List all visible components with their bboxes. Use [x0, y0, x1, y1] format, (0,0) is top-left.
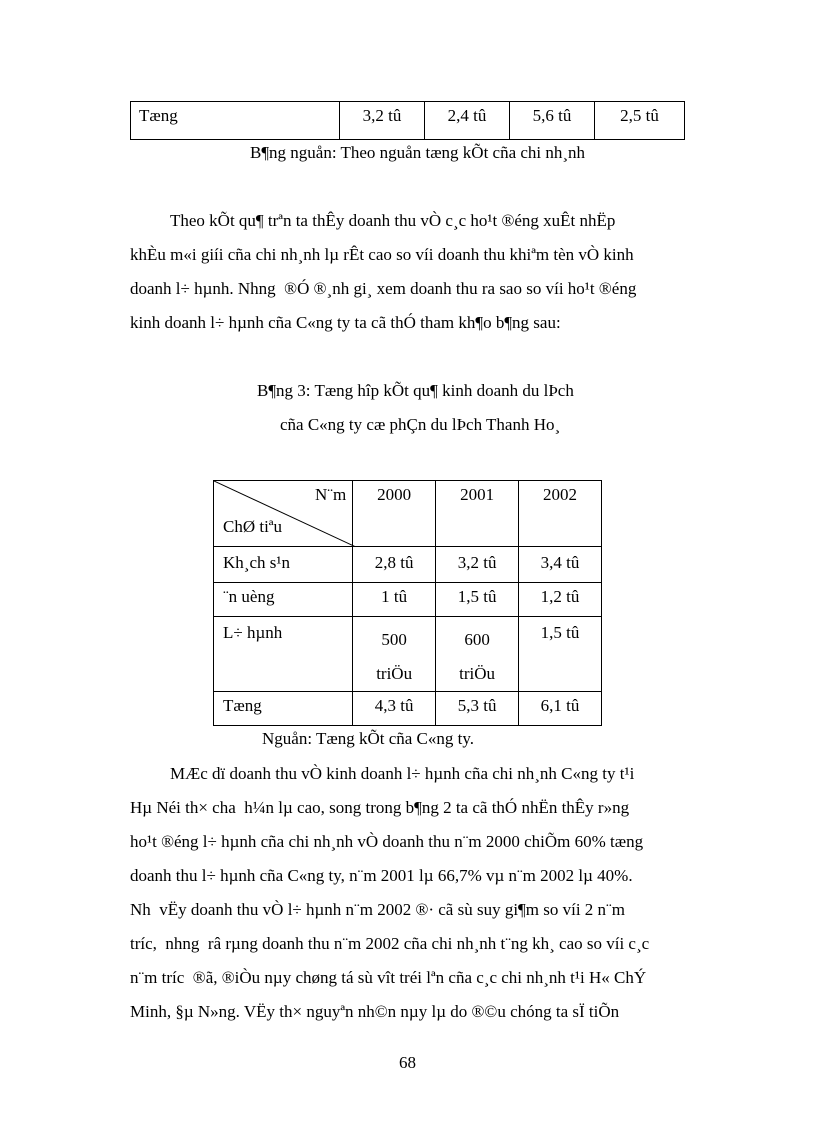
table-row — [214, 547, 602, 583]
table-cell: 600 triÖu — [436, 617, 519, 692]
paragraph-line: doanh thu l÷ hµnh cña C«ng ty, n¨m 2001 lµ 66,7% vµ n¨m 2002 lµ 40%. — [130, 866, 633, 885]
paragraph-line: Minh, §µ N»ng. VËy th× nguyªn nh©n nµy lµ do ®©u chóng ta sÏ tiÕn — [130, 1002, 620, 1021]
table-title: B¶ng 3: Tæng hîp kÕt qu¶ kinh doanh du lÞch — [257, 381, 574, 400]
table-row — [214, 617, 602, 692]
business-results-table — [213, 480, 602, 726]
paragraph-line: kinh doanh l÷ hµnh cña C«ng ty ta cã thÓ tham kh¶o b¶ng sau: — [130, 313, 561, 332]
row-label: Tæng — [214, 692, 353, 726]
header-year-label: N¨m — [315, 485, 347, 504]
year-header: 2001 — [436, 481, 519, 547]
table-row — [214, 583, 602, 617]
table-cell: 3,2 tû — [436, 547, 519, 583]
paragraph-line: Nh vËy doanh thu vÒ l÷ hµnh n¨m 2002 ®· cã sù suy gi¶m so víi 2 n¨m — [130, 900, 625, 919]
paragraph-line: n¨m tríc ®ã, ®iÒu nµy chøng tá sù vît tréi lªn cña c¸c chi nh¸nh t¹i H« ChÝ — [130, 968, 647, 987]
table-source-caption: B¶ng nguån: Theo nguån tæng kÕt cña chi nh¸nh — [250, 143, 586, 162]
row-label: ¨n uèng — [214, 583, 353, 617]
table-source-caption: Nguån: Tæng kÕt cña C«ng ty. — [262, 729, 475, 748]
table-header-row — [214, 481, 602, 547]
table-cell: 1,5 tû — [436, 583, 519, 617]
paragraph-line: Hµ Néi th× cha h¼n lµ cao, song trong b¶ng 2 ta cã thÓ nhËn thÊy r»ng — [130, 798, 630, 817]
table-cell: 2,4 tû — [425, 102, 510, 140]
row-label: Tæng — [131, 102, 340, 140]
paragraph-line: ho¹t ®éng l÷ hµnh cña chi nh¸nh vÒ doanh thu n¨m 2000 chiÕm 60% tæng — [130, 832, 644, 851]
table-cell: 4,3 tû — [353, 692, 436, 726]
paragraph-line: Theo kÕt qu¶ trªn ta thÊy doanh thu vÒ c¸c ho¹t ®éng xuÊt nhËp — [170, 211, 616, 230]
paragraph-line: khÈu m«i giíi cña chi nh¸nh lµ rÊt cao so víi doanh thu khiªm tèn vÒ kinh — [130, 245, 634, 264]
table-cell: 500 triÖu — [353, 617, 436, 692]
table-cell: 2,5 tû — [595, 102, 685, 140]
table-cell: 6,1 tû — [519, 692, 602, 726]
paragraph-line: MÆc dï doanh thu vÒ kinh doanh l÷ hµnh cña chi nh¸nh C«ng ty t¹i — [170, 764, 635, 783]
table-cell: 2,8 tû — [353, 547, 436, 583]
year-header: 2000 — [353, 481, 436, 547]
table-cell: 5,3 tû — [436, 692, 519, 726]
summary-table-continued — [130, 101, 685, 140]
table-subtitle: cña C«ng ty cæ phÇn du lÞch Thanh Ho¸ — [280, 415, 561, 434]
table-cell: 5,6 tû — [510, 102, 595, 140]
paragraph-line: doanh l÷ hµnh. Nhng ®Ó ®¸nh gi¸ xem doanh thu ra sao so víi ho¹t ®éng — [130, 279, 637, 298]
row-label: Kh¸ch s¹n — [214, 547, 353, 583]
header-indicator-label: ChØ tiªu — [223, 517, 283, 536]
table-cell: 3,4 tû — [519, 547, 602, 583]
table-cell: 1 tû — [353, 583, 436, 617]
table-row — [131, 102, 685, 140]
page-number: 68 — [399, 1053, 416, 1072]
row-label: L÷ hµnh — [214, 617, 353, 692]
table-cell: 3,2 tû — [340, 102, 425, 140]
year-header: 2002 — [519, 481, 602, 547]
header-diagonal-cell — [214, 481, 353, 547]
table-row — [214, 692, 602, 726]
table-cell: 1,5 tû — [519, 617, 602, 692]
table-cell: 1,2 tû — [519, 583, 602, 617]
paragraph-line: tríc, nhng râ rµng doanh thu n¨m 2002 cña chi nh¸nh t¨ng kh¸ cao so víi c¸c — [130, 934, 650, 953]
